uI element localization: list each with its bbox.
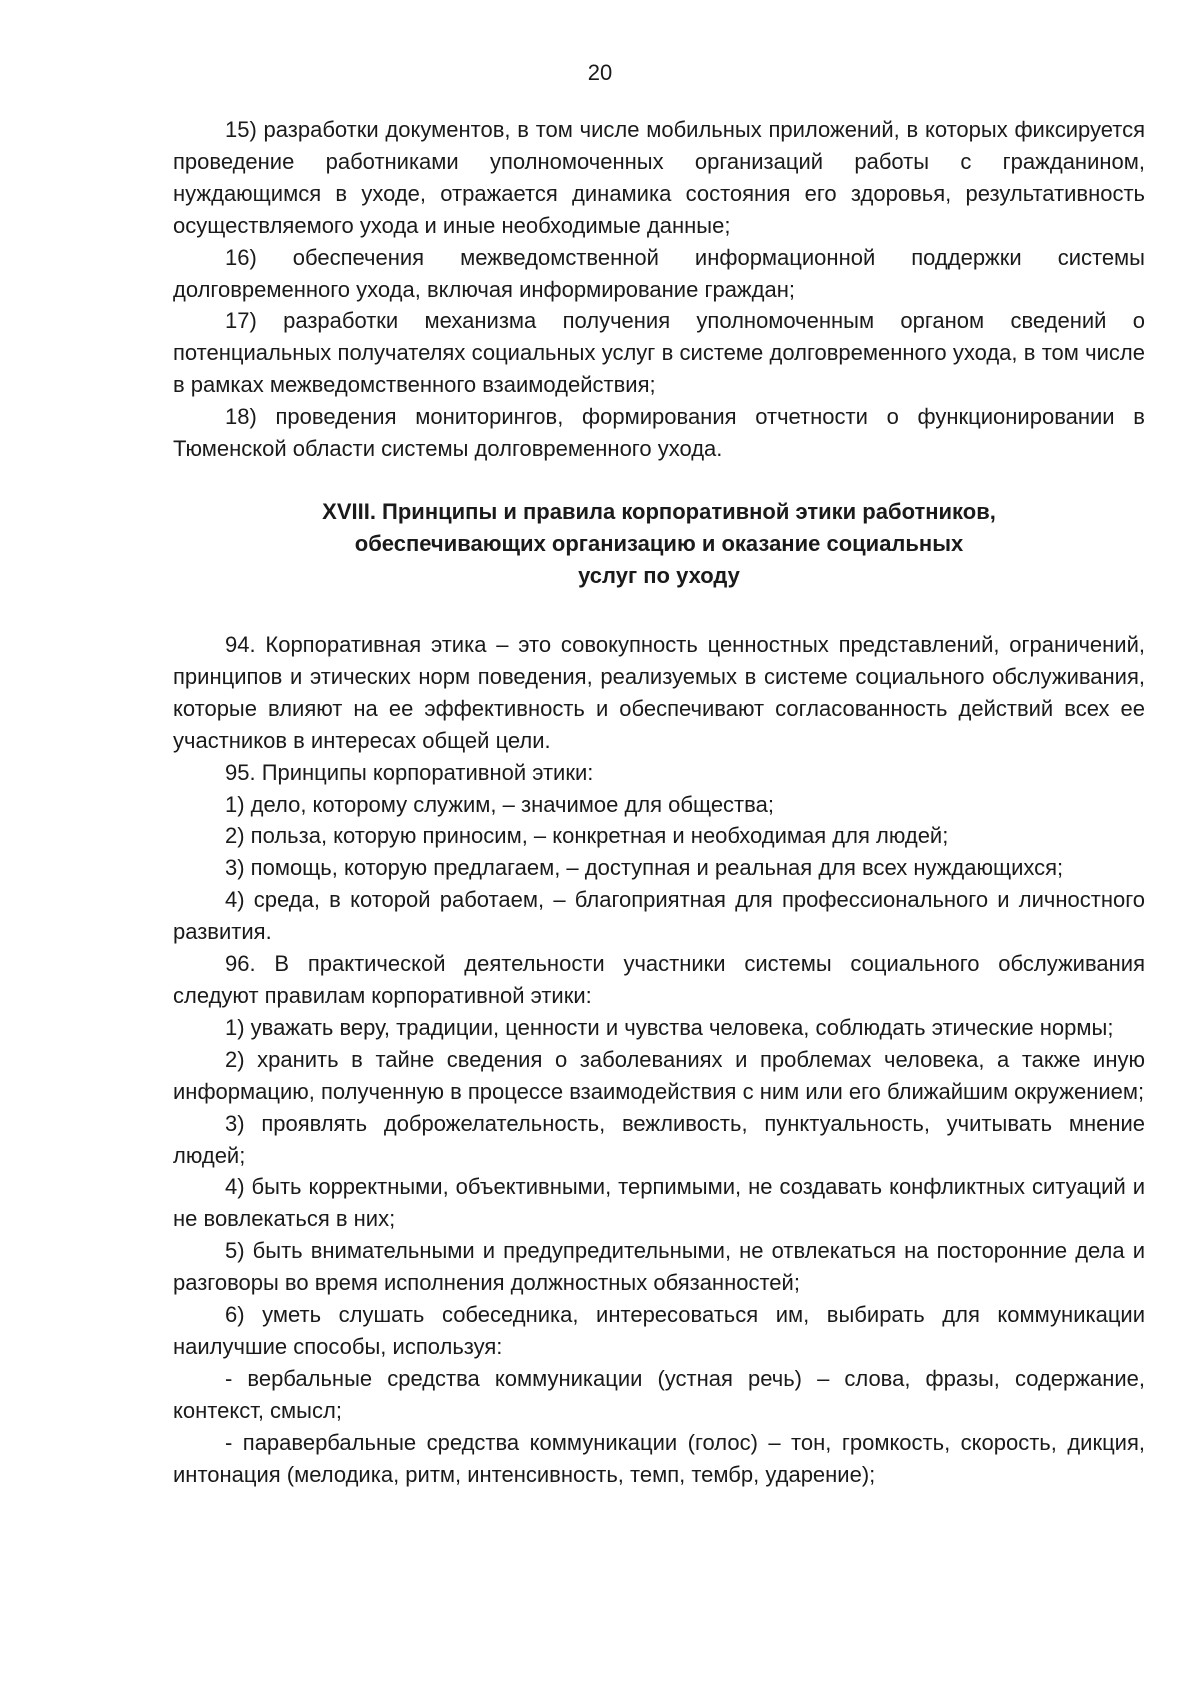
section-heading: [173, 496, 1145, 592]
main-paragraphs: [173, 629, 1145, 1490]
principle-item: 4) среда, в которой работаем, – благоприятная для профессионального и личностного развития.: [173, 887, 1145, 945]
top-paragraphs: [173, 114, 1145, 465]
section-heading-line: услуг по уходу: [578, 563, 740, 588]
paragraph-item-18: 18) проведения мониторингов, формирования отчетности о функционировании в Тюменской области системы долговременного ухода.: [173, 404, 1145, 462]
principle-item: 1) дело, которому служим, – значимое для общества;: [225, 791, 774, 817]
section-heading-line: обеспечивающих организацию и оказание социальных: [354, 531, 964, 556]
communication-item: - вербальные средства коммуникации (устная речь) – слова, фразы, содержание, контекст, смысл;: [173, 1365, 1145, 1423]
principle-item: 2) польза, которую приносим, – конкретная и необходимая для людей;: [225, 823, 949, 849]
rule-item: 5) быть внимательными и предупредительными, не отвлекаться на посторонние дела и разговоры во время исполнения должностных обязанностей;: [173, 1238, 1145, 1296]
paragraph-96: 96. В практической деятельности участники системы социального обслуживания следуют правилам корпоративной этики:: [173, 951, 1145, 1008]
rule-item: 2) хранить в тайне сведения о заболеваниях и проблемах человека, а также иную информацию, полученную в процессе взаимодействия с ним или его ближайшим окружением;: [173, 1046, 1145, 1104]
rule-item: 4) быть корректными, объективными, терпимыми, не создавать конфликтных ситуаций и не вовлекаться в них;: [173, 1174, 1145, 1232]
rule-item: 1) уважать веру, традиции, ценности и чувства человека, соблюдать этические нормы;: [225, 1014, 1114, 1040]
rule-item: 6) уметь слушать собеседника, интересоваться им, выбирать для коммуникации наилучшие способы, используя:: [173, 1302, 1145, 1359]
page-number: 20: [587, 60, 613, 85]
paragraph-94: 94. Корпоративная этика – это совокупность ценностных представлений, ограничений, принципов и этических норм поведения, реализуемых в системе социального обслуживания, которые влияют на ее эффективность и обеспечивают согласованность действий всех ее участников в интересах общей цели.: [173, 632, 1145, 753]
paragraph-item-17: 17) разработки механизма получения уполномоченным органом сведений о потенциальных получателях социальных услуг в системе долговременного ухода, в том числе в рамках межведомственного взаимодействия;: [173, 308, 1145, 398]
rule-item: 3) проявлять доброжелательность, вежливость, пунктуальность, учитывать мнение людей;: [173, 1110, 1145, 1168]
paragraph-item-15: 15) разработки документов, в том числе мобильных приложений, в которых фиксируется проведение работниками уполномоченных организаций работы с гражданином, нуждающимся в уходе, отражается динамика состояния его здоровья, результативность осуществляемого ухода и иные необходимые данные;: [173, 117, 1145, 238]
paragraph-95: 95. Принципы корпоративной этики:: [225, 759, 594, 785]
section-heading-line: XVIII. Принципы и правила корпоративной этики работников,: [322, 499, 996, 524]
communication-item: - паравербальные средства коммуникации (голос) – тон, громкость, скорость, дикция, интонация (мелодика, ритм, интенсивность, темп, тембр, ударение);: [173, 1429, 1145, 1487]
principle-item: 3) помощь, которую предлагаем, – доступная и реальная для всех нуждающихся;: [225, 855, 1064, 881]
paragraph-item-16: 16) обеспечения межведомственной информационной поддержки системы долговременного ухода, включая информирование граждан;: [173, 244, 1145, 302]
